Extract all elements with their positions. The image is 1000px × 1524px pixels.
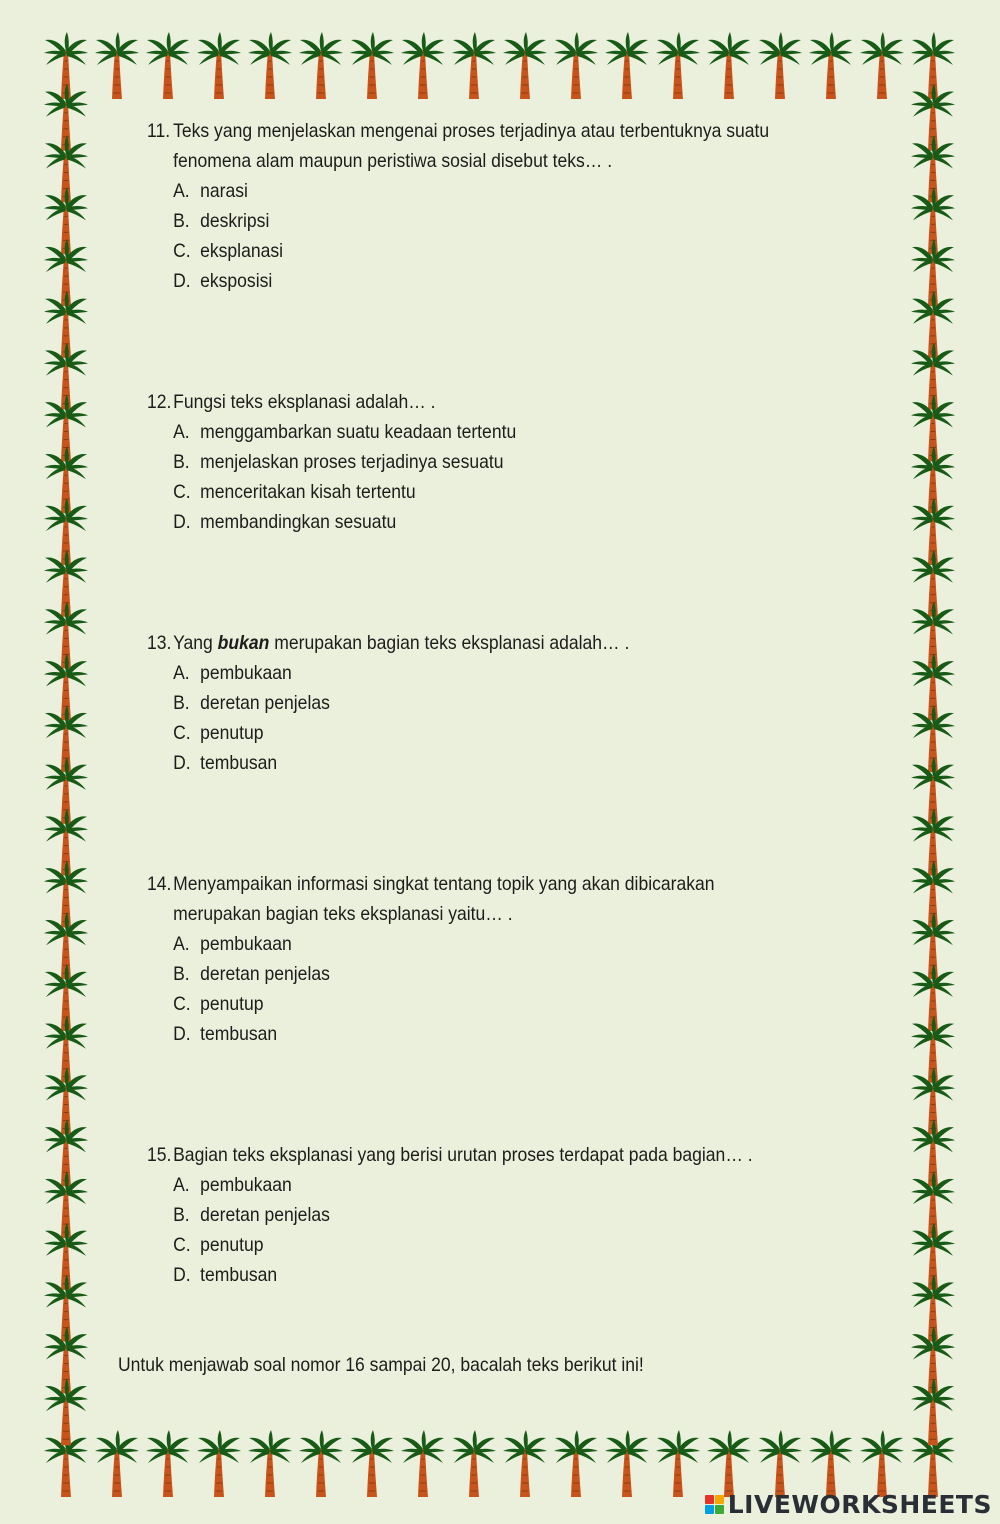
option-text: membandingkan sesuatu <box>200 511 397 533</box>
question-14 <box>147 869 795 1049</box>
option-a[interactable]: A. menggambarkan suatu keadaan tertentu <box>147 417 795 447</box>
option-d[interactable]: D. tembusan <box>147 1019 795 1049</box>
option-text: pembukaan <box>200 662 292 684</box>
option-text: deretan penjelas <box>200 692 330 714</box>
option-b[interactable]: B. deretan penjelas <box>147 688 795 718</box>
option-b[interactable]: B. deretan penjelas <box>147 959 795 989</box>
question-15 <box>147 1140 795 1290</box>
option-b[interactable]: B. deretan penjelas <box>147 1200 795 1230</box>
palm-tree-icon <box>554 1430 598 1497</box>
palm-tree-icon <box>503 32 547 99</box>
palm-tree-icon <box>197 32 241 99</box>
option-b[interactable]: B. deskripsi <box>147 206 795 236</box>
option-text: narasi <box>200 180 248 202</box>
option-d[interactable]: D. tembusan <box>147 1260 795 1290</box>
palm-tree-icon <box>401 1430 445 1497</box>
option-text: deretan penjelas <box>200 963 330 985</box>
option-text: deskripsi <box>200 210 270 232</box>
option-text: menggambarkan suatu keadaan tertentu <box>200 421 517 443</box>
palm-tree-icon <box>44 1378 88 1445</box>
question-12 <box>147 387 795 537</box>
palm-tree-icon <box>656 1430 700 1497</box>
palm-tree-icon <box>656 32 700 99</box>
option-text: penutup <box>200 1234 264 1256</box>
palm-tree-icon <box>146 32 190 99</box>
option-text: penutup <box>200 722 264 744</box>
palm-tree-icon <box>248 32 292 99</box>
option-d[interactable]: D. tembusan <box>147 748 795 778</box>
palm-tree-icon <box>350 32 394 99</box>
question-text: Bagian teks eksplanasi yang berisi urutan proses terdapat pada bagian… . <box>173 1144 753 1166</box>
option-text: pembukaan <box>200 933 292 955</box>
option-d[interactable]: D. membandingkan sesuatu <box>147 507 795 537</box>
option-text: pembukaan <box>200 1174 292 1196</box>
palm-tree-icon <box>95 32 139 99</box>
palm-tree-icon <box>605 32 649 99</box>
option-c[interactable]: C. penutup <box>147 989 795 1019</box>
option-c[interactable]: C. penutup <box>147 718 795 748</box>
palm-tree-icon <box>707 32 751 99</box>
option-text: menceritakan kisah tertentu <box>200 481 416 503</box>
reading-instruction: Untuk menjawab soal nomor 16 sampai 20, bacalah teks berikut ini! <box>118 1354 644 1376</box>
question-number: 11. <box>147 120 171 142</box>
palm-tree-icon <box>809 32 853 99</box>
question-number: 15. <box>147 1144 172 1166</box>
palm-tree-icon <box>299 1430 343 1497</box>
option-text: tembusan <box>200 1023 278 1045</box>
palm-tree-icon <box>503 1430 547 1497</box>
question-number: 14. <box>147 873 172 895</box>
option-c[interactable]: C. eksplanasi <box>147 236 795 266</box>
option-text: tembusan <box>200 752 278 774</box>
option-c[interactable]: C. menceritakan kisah tertentu <box>147 477 795 507</box>
palm-tree-icon <box>299 32 343 99</box>
question-11 <box>147 116 795 296</box>
palm-tree-icon <box>758 32 802 99</box>
brand-watermark[interactable] <box>705 1486 992 1522</box>
liveworksheets-logo-icon <box>705 1495 724 1514</box>
option-text: eksplanasi <box>200 240 284 262</box>
palm-tree-icon <box>860 32 904 99</box>
question-number: 12. <box>147 391 172 413</box>
emphasis-word: bukan <box>217 632 270 654</box>
option-b[interactable]: B. menjelaskan proses terjadinya sesuatu <box>147 447 795 477</box>
palm-tree-icon <box>605 1430 649 1497</box>
palm-tree-icon <box>452 32 496 99</box>
option-text: menjelaskan proses terjadinya sesuatu <box>200 451 504 473</box>
question-text: Teks yang menjelaskan mengenai proses terjadinya atau terbentuknya suatu fenomena alam maupun peristiwa sosial disebut teks… . <box>173 120 770 172</box>
palm-tree-icon <box>554 32 598 99</box>
palm-tree-icon <box>401 32 445 99</box>
option-c[interactable]: C. penutup <box>147 1230 795 1260</box>
option-a[interactable]: A. pembukaan <box>147 658 795 688</box>
question-text: Menyampaikan informasi singkat tentang topik yang akan dibicarakan merupakan bagian teks eksplanasi yaitu… . <box>173 873 715 925</box>
palm-tree-icon <box>452 1430 496 1497</box>
option-text: deretan penjelas <box>200 1204 330 1226</box>
question-text: Yang bukan merupakan bagian teks eksplanasi adalah… . <box>173 632 630 654</box>
palm-tree-icon <box>248 1430 292 1497</box>
option-text: penutup <box>200 993 264 1015</box>
brand-name: LIVEWORKSHEETS <box>727 1489 992 1519</box>
option-text: eksposisi <box>200 270 273 292</box>
palm-tree-icon <box>95 1430 139 1497</box>
palm-tree-icon <box>197 1430 241 1497</box>
question-number: 13. <box>147 632 172 654</box>
palm-tree-icon <box>350 1430 394 1497</box>
option-text: tembusan <box>200 1264 278 1286</box>
question-13 <box>147 628 795 778</box>
palm-tree-icon <box>146 1430 190 1497</box>
option-a[interactable]: A. pembukaan <box>147 1170 795 1200</box>
option-d[interactable]: D. eksposisi <box>147 266 795 296</box>
option-a[interactable]: A. pembukaan <box>147 929 795 959</box>
option-a[interactable]: A. narasi <box>147 176 795 206</box>
palm-tree-icon <box>911 1378 955 1445</box>
question-text: Fungsi teks eksplanasi adalah… . <box>173 391 436 413</box>
